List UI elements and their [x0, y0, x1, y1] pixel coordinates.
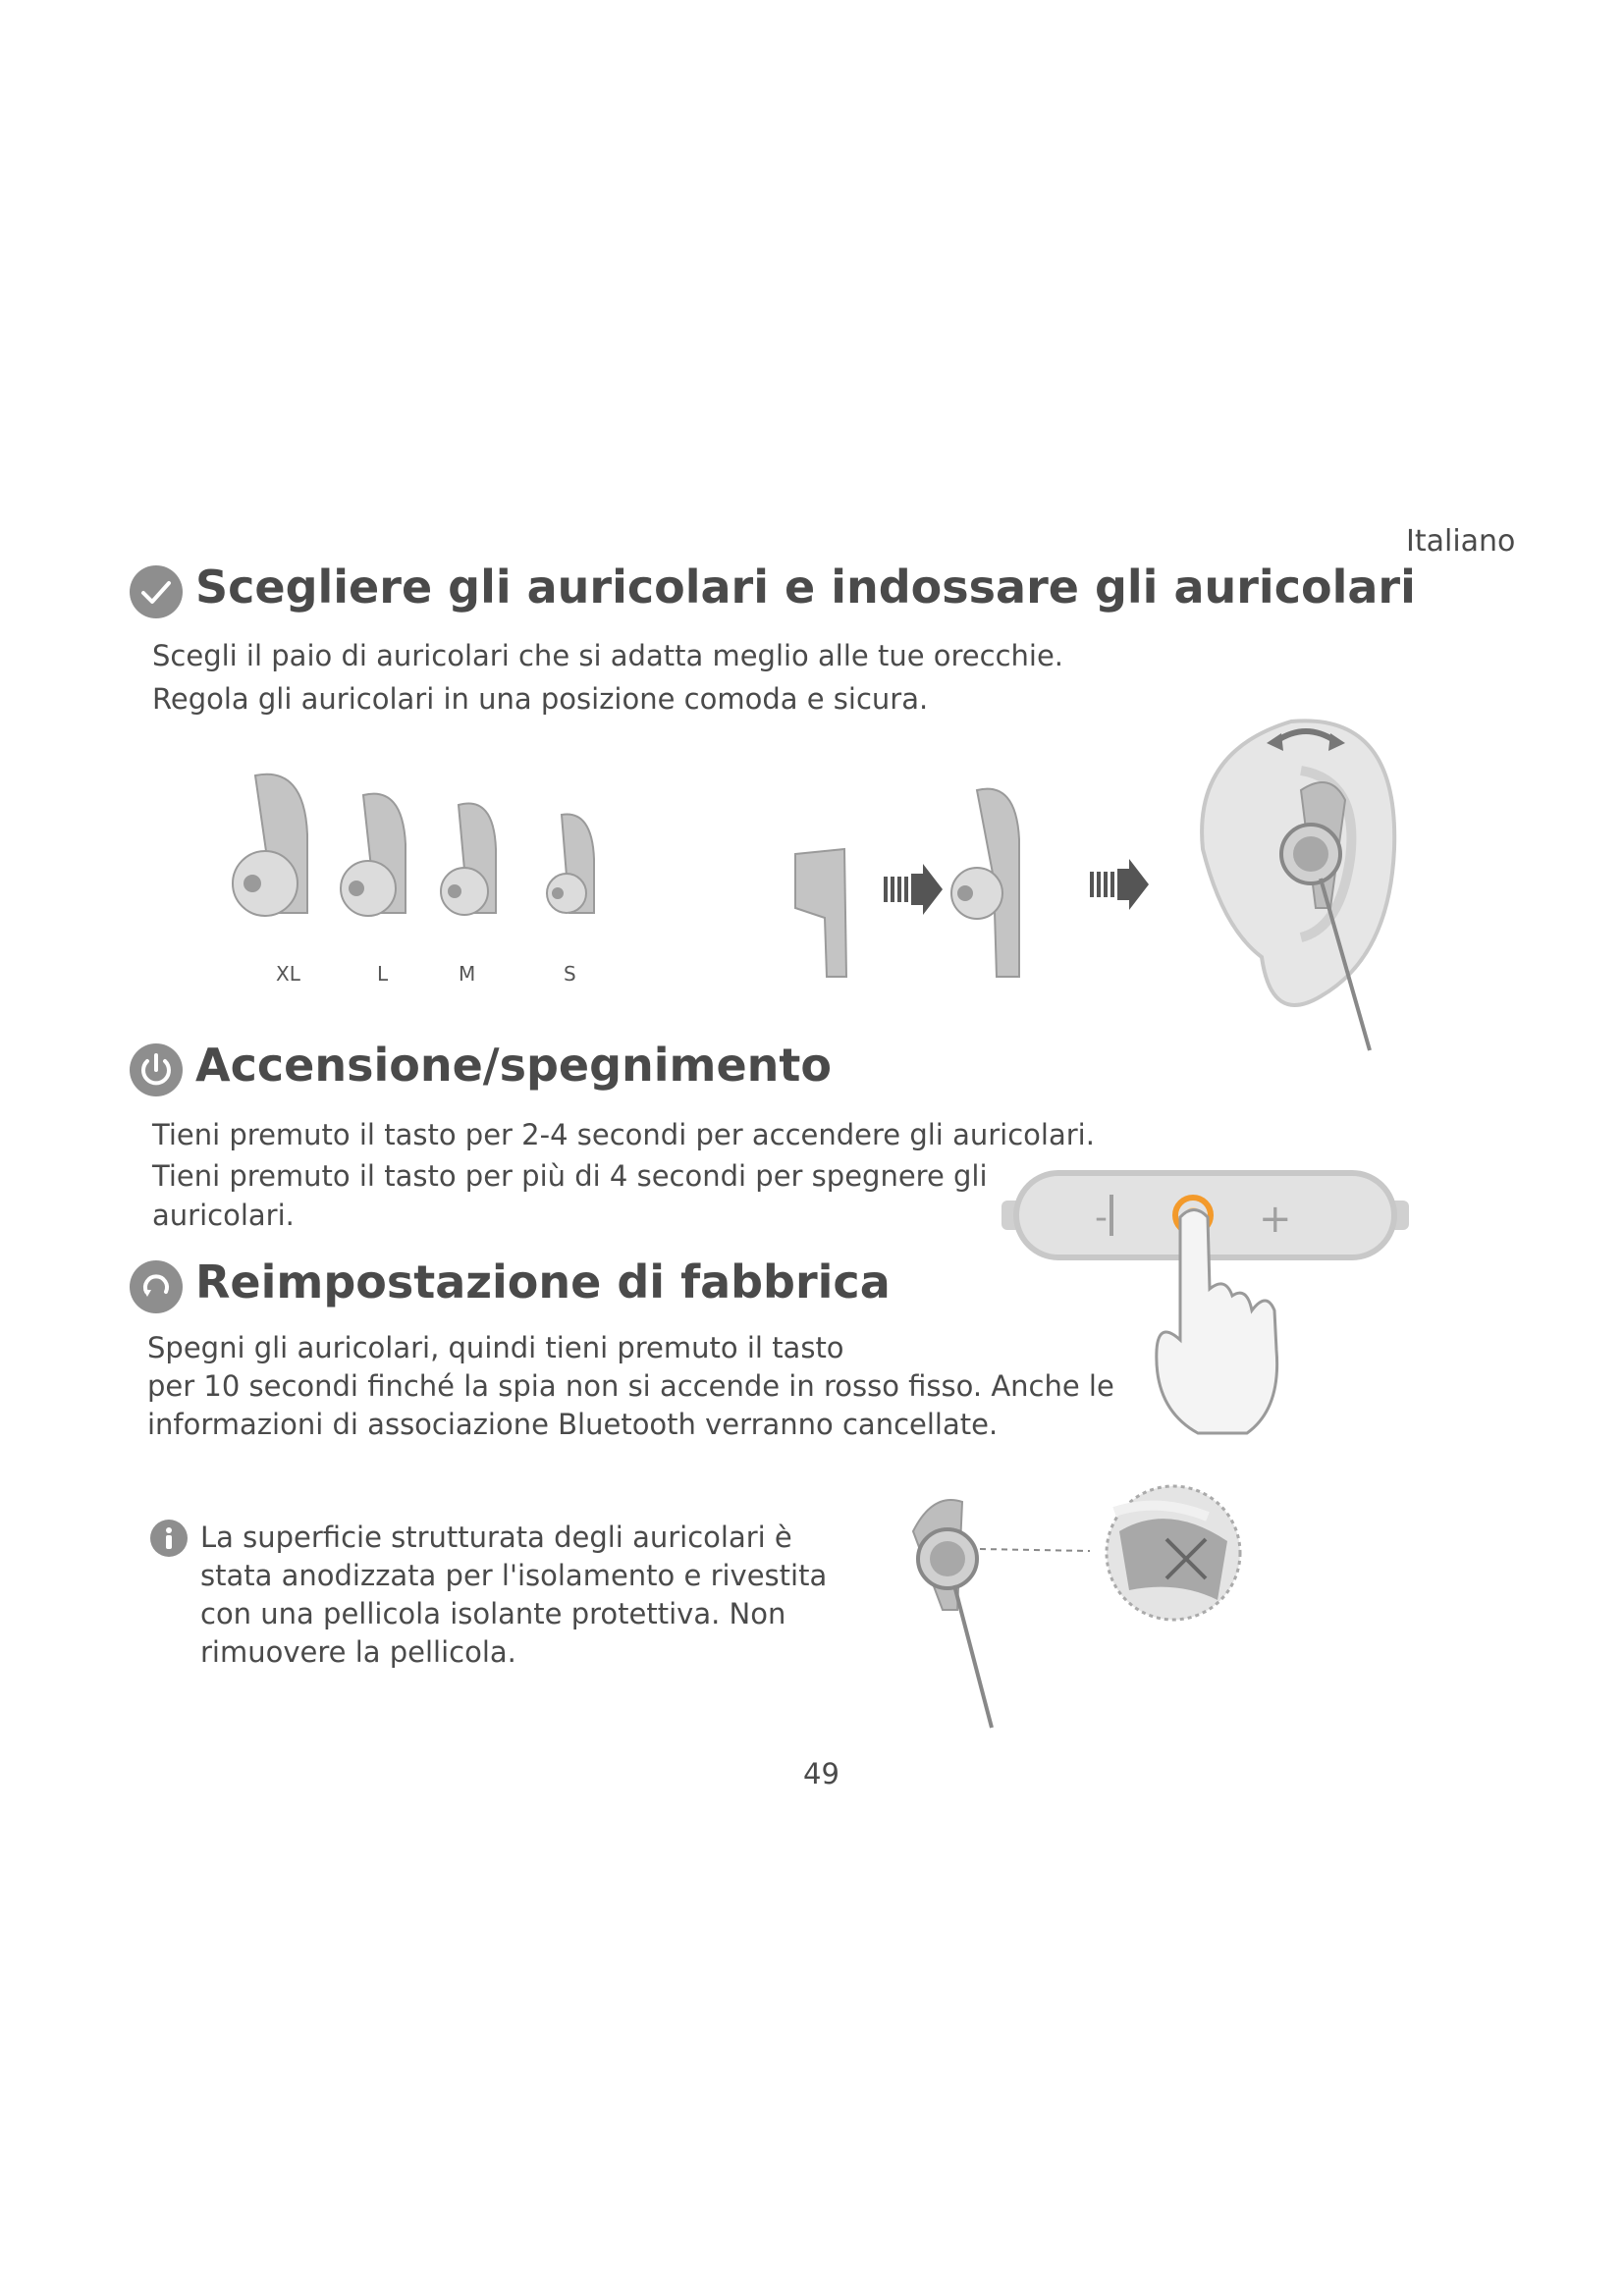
section-title-power: Accensione/spegnimento: [195, 1039, 832, 1092]
ear-tips-illustration: [231, 766, 643, 962]
size-label-s: S: [564, 962, 576, 986]
arrow-icon: [884, 864, 943, 915]
reset-icon: [130, 1260, 183, 1313]
plus-button-label: +: [1259, 1197, 1292, 1242]
arrow-icon: [1090, 859, 1149, 910]
size-label-m: M: [459, 962, 476, 986]
language-label: Italiano: [1406, 524, 1516, 559]
minus-button-label: -: [1095, 1198, 1108, 1238]
text-line: Tieni premuto il tasto per 2-4 secondi per accendere gli auricolari.: [152, 1118, 1095, 1151]
text-line: informazioni di associazione Bluetooth verranno cancellate.: [147, 1408, 999, 1441]
page-number: 49: [803, 1757, 839, 1790]
text-line: per 10 secondi finché la spia non si accende in rosso fisso. Anche le: [147, 1369, 1114, 1403]
text-line: con una pellicola isolante protettiva. Non: [200, 1597, 786, 1630]
size-label-xl: XL: [276, 962, 300, 986]
text-line: Tieni premuto il tasto per più di 4 secondi per spegnere gli: [152, 1159, 988, 1193]
section-body-power: [152, 1113, 1095, 1235]
section-title-factory-reset: Reimpostazione di fabbrica: [195, 1255, 891, 1308]
text-line: Spegni gli auricolari, quindi tieni premuto il tasto: [147, 1331, 844, 1364]
text-line: Regola gli auricolari in una posizione comoda e sicura.: [152, 682, 929, 716]
power-icon: [130, 1043, 183, 1096]
size-label-l: L: [377, 962, 389, 986]
text-line: La superficie strutturata degli auricolari è: [200, 1521, 792, 1554]
protective-film-illustration: [893, 1472, 1247, 1747]
section-body-choose-earbuds: [152, 634, 1063, 721]
assembly-sequence-illustration: [766, 780, 1178, 987]
text-line: rimuovere la pellicola.: [200, 1635, 516, 1669]
ear-illustration: [1183, 712, 1419, 1065]
text-line: stata anodizzata per l'isolamento e rivestita: [200, 1559, 828, 1592]
section-title-choose-earbuds: Scegliere gli auricolari e indossare gli auricolari: [195, 561, 1416, 614]
text-line: auricolari.: [152, 1199, 295, 1232]
info-icon: [150, 1520, 188, 1557]
text-line: Scegli il paio di auricolari che si adatta meglio alle tue orecchie.: [152, 639, 1064, 672]
check-icon: [130, 565, 183, 618]
section-body-factory-reset: [147, 1329, 1114, 1444]
note-text: [200, 1519, 827, 1672]
